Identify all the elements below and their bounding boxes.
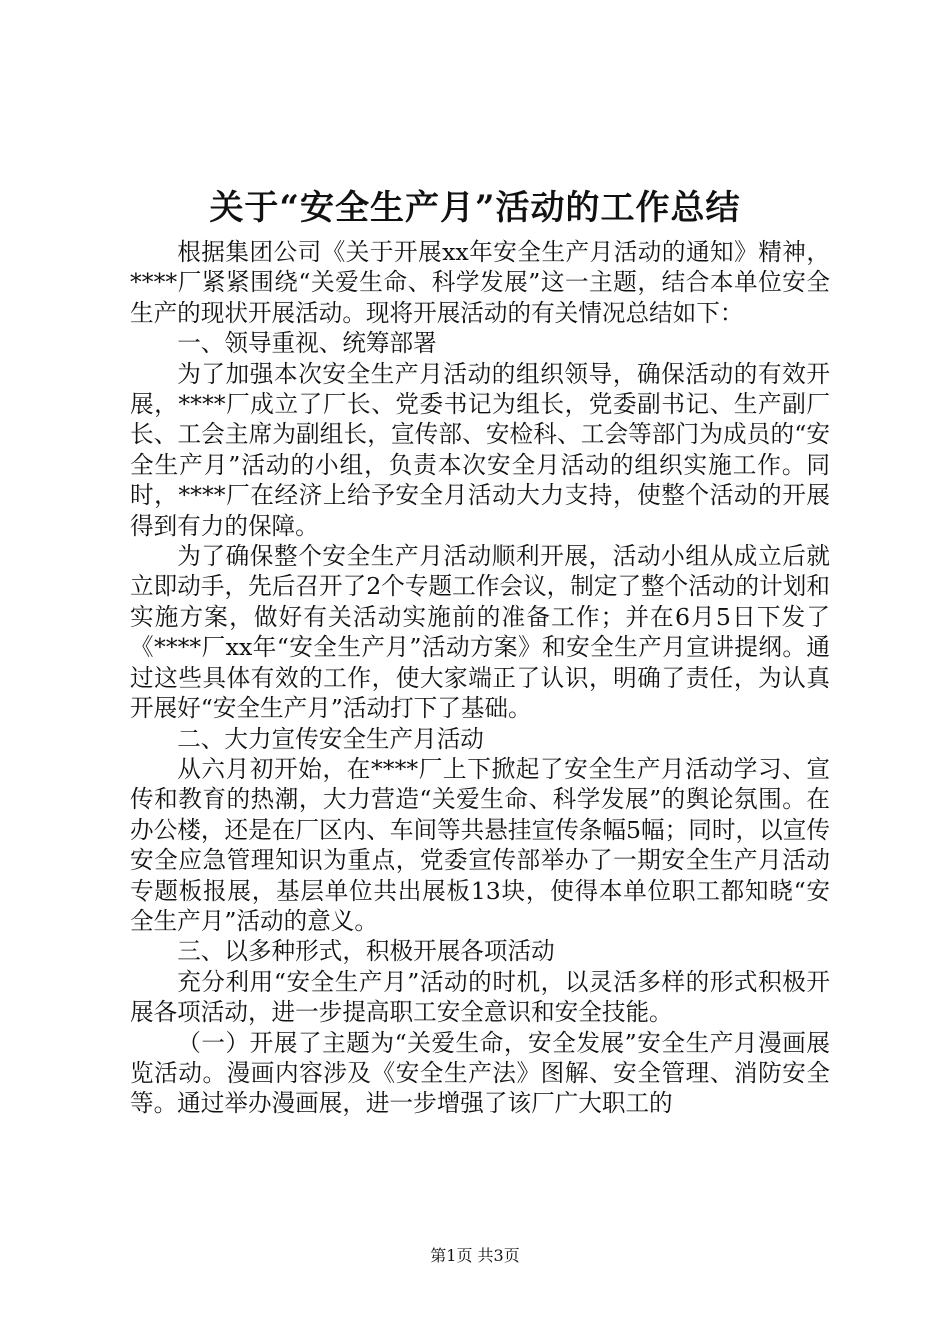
body-paragraph: 为了加强本次安全生产月活动的组织领导，确保活动的有效开展，****厂成立了厂长、党委书记为组长，党委副书记、生产副厂长、工会主席为副组长，宣传部、安检科、工会等部门为成员的“安全生产月”活动的小组，负责本次安全月活动的组织实施工作。同时，****厂在经济上给予安全月活动大力支持，使整个活动的开展得到有力的保障。 [130,359,830,540]
body-paragraph: 从六月初开始，在****厂上下掀起了安全生产月活动学习、宣传和教育的热潮，大力营造“关爱生命、科学发展”的舆论氛围。在办公楼，还是在厂区内、车间等共悬挂宣传条幅5幅；同时，以宣传安全应急管理知识为重点，党委宣传部举办了一期安全生产月活动专题板报展，基层单位共出展板13块，使得本单位职工都知晓“安全生产月”活动的意义。 [130,754,830,935]
body-paragraph: （一）开展了主题为“关爱生命，安全发展”安全生产月漫画展览活动。漫画内容涉及《安全生产法》图解、安全管理、消防安全等。通过举办漫画展，进一步增强了该厂广大职工的 [130,1028,830,1118]
section-heading-3: 三、以多种形式，积极开展各项活动 [177,937,555,966]
intro-paragraph: 根据集团公司《关于开展xx年安全生产月活动的通知》精神，****厂紧紧围绕“关爱生命、科学发展”这一主题，结合本单位安全生产的现状开展活动。现将开展活动的有关情况总结如下： [130,238,830,327]
body-paragraph: 充分利用“安全生产月”活动的时机，以灵活多样的形式积极开展各项活动，进一步提高职工安全意识和安全技能。 [130,967,830,1027]
document-title: 关于“安全生产月”活动的工作总结 [209,188,741,228]
body-paragraph: 为了确保整个安全生产月活动顺利开展，活动小组从成立后就立即动手，先后召开了2个专题工作会议，制定了整个活动的计划和实施方案，做好有关活动实施前的准备工作；并在6月5日下发了《****厂xx年“安全生产月”活动方案》和安全生产月宣讲提纲。通过这些具体有效的工作，使大家端正了认识，明确了责任，为认真开展好“安全生产月”活动打下了基础。 [130,542,830,723]
section-heading-2: 二、大力宣传安全生产月活动 [177,724,484,753]
section-heading-1: 一、领导重视、统筹部署 [177,329,437,358]
document-body [130,237,830,1119]
page-footer: 第1页 共3页 [430,1246,520,1265]
